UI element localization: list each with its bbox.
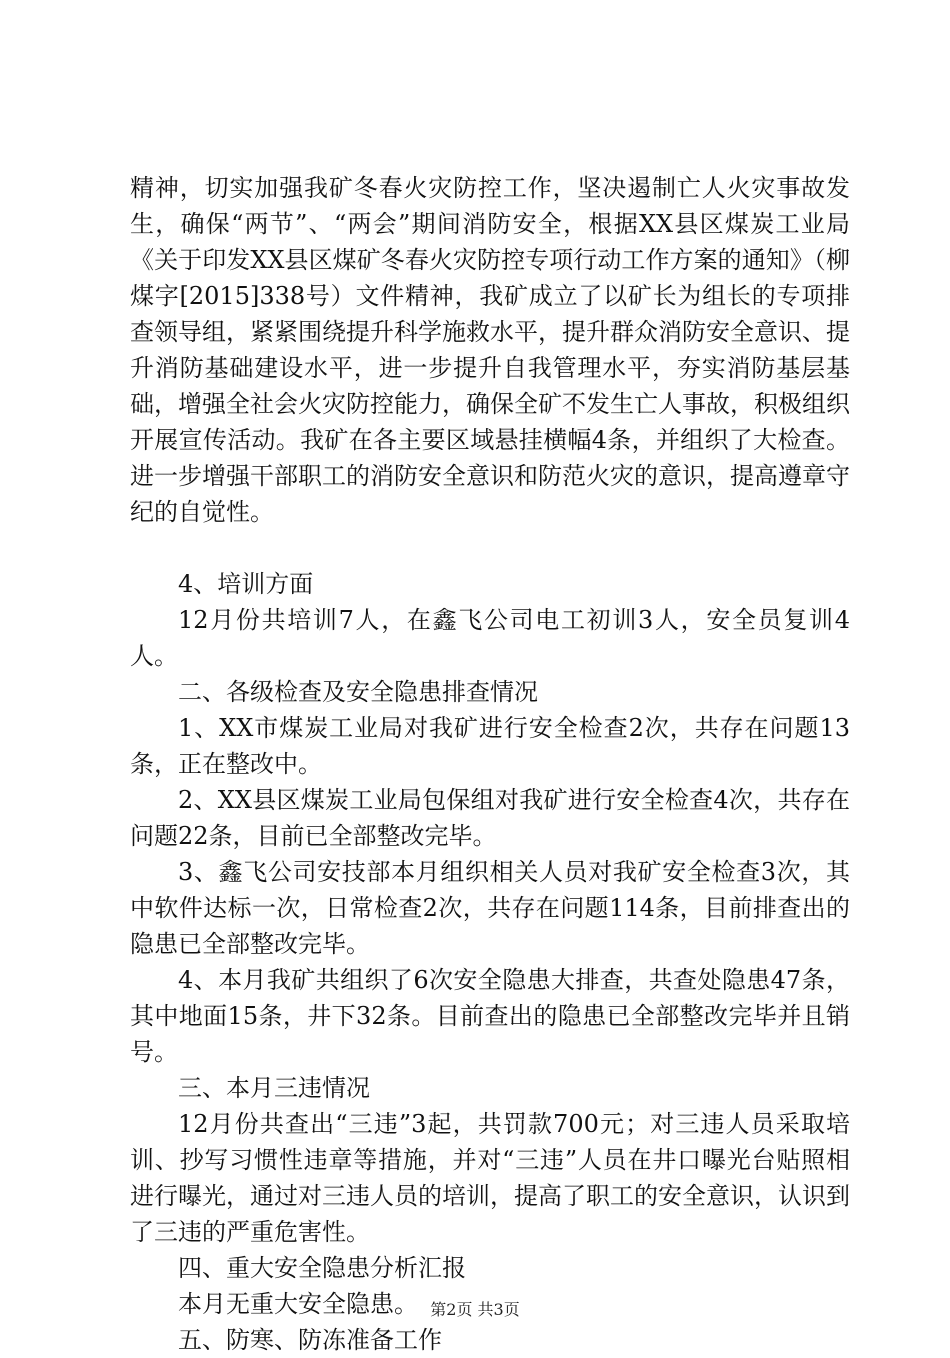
heading-winter-preparation: 五、防寒、防冻准备工作 [178,1326,442,1354]
paragraph-violations: 12月份共查出“三违”3起，共罚款700元；对三违人员采取培训、抄写习惯性违章等措施，并对“三违”人员在井口曝光台贴照相进行曝光，通过对三违人员的培训，提高了职工的安全意识，认识到了三违的严重危害性。 [130,1110,850,1246]
paragraph-inspection-2: 2、XX县区煤炭工业局包保组对我矿进行安全检查4次，共存在问题22条，目前已全部整改完毕。 [130,786,850,850]
paragraph-inspection-3: 3、鑫飞公司安技部本月组织相关人员对我矿安全检查3次，其中软件达标一次，日常检查2次，共存在问题114条，目前排查出的隐患已全部整改完毕。 [130,858,850,958]
paragraph-fire-prevention: 精神，切实加强我矿冬春火灾防控工作，坚决遏制亡人火灾事故发生，确保“两节”、“两会”期间消防安全，根据XX县区煤炭工业局《关于印发XX县区煤矿冬春火灾防控专项行动工作方案的通知》（柳煤字[2015]338号）文件精神，我矿成立了以矿长为组长的专项排查领导组，紧紧围绕提升科学施救水平，提升群众消防安全意识、提升消防基础建设水平，进一步提升自我管理水平，夯实消防基层基础，增强全社会火灾防控能力，确保全矿不发生亡人事故，积极组织开展宣传活动。我矿在各主要区域悬挂横幅4条，并组织了大检查。进一步增强干部职工的消防安全意识和防范火灾的意识，提高遵章守纪的自觉性。 [130,174,850,526]
heading-training: 4、培训方面 [178,570,314,598]
heading-inspections: 二、各级检查及安全隐患排查情况 [178,678,538,706]
heading-major-hazards: 四、重大安全隐患分析汇报 [178,1254,466,1282]
heading-violations: 三、本月三违情况 [178,1074,370,1102]
page-number-footer: 第2页 共3页 [430,1300,520,1319]
document-body [130,170,850,1358]
paragraph-inspection-4: 4、本月我矿共组织了6次安全隐患大排查，共查处隐患47条，其中地面15条，井下32条。目前查出的隐患已全部整改完毕并且销号。 [130,966,850,1066]
paragraph-training: 12月份共培训7人，在鑫飞公司电工初训3人，安全员复训4人。 [130,606,850,670]
paragraph-major-hazards: 本月无重大安全隐患。 [178,1290,418,1318]
paragraph-inspection-1: 1、XX市煤炭工业局对我矿进行安全检查2次，共存在问题13条，正在整改中。 [130,714,850,778]
